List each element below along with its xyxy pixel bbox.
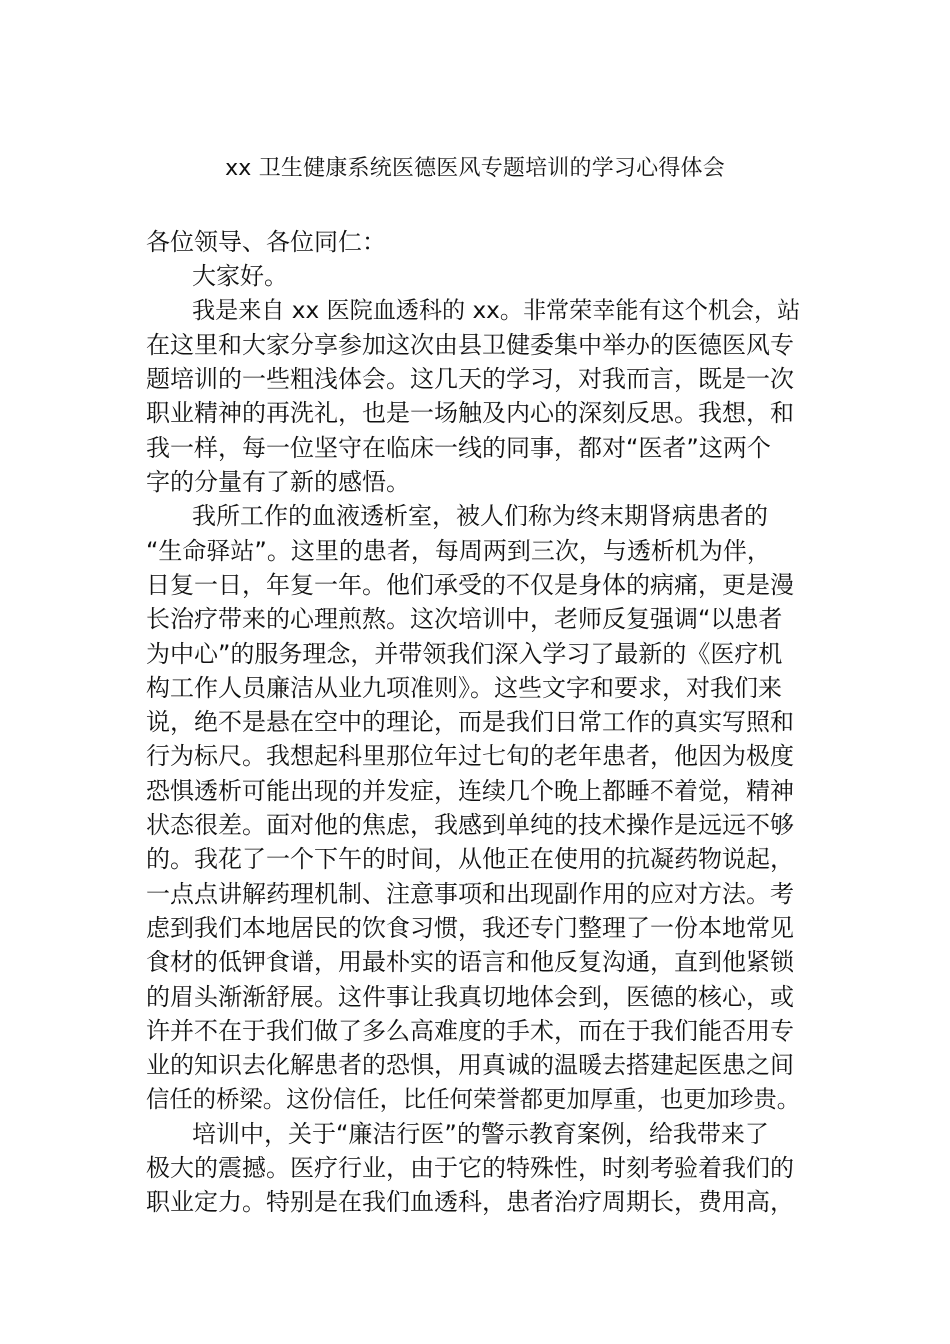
document-body	[146, 225, 806, 1220]
text-line: 日复一日，年复一年。他们承受的不仅是身体的病痛，更是漫	[146, 570, 794, 599]
text-line: 字的分量有了新的感悟。	[146, 468, 410, 497]
text-line: 恐惧透析可能出现的并发症，连续几个晚上都睡不着觉，精神	[146, 776, 794, 805]
text-line: 食材的低钾食谱，用最朴实的语言和他反复沟通，直到他紧锁	[146, 948, 794, 977]
text-line: 我所工作的血液透析室，被人们称为终末期肾病患者的	[192, 502, 768, 531]
text-line: 培训中，关于“廉洁行医”的警示教育案例，给我带来了	[192, 1119, 769, 1148]
text-line: 状态很差。面对他的焦虑，我感到单纯的技术操作是远远不够	[146, 811, 794, 840]
text-line: 我一样，每一位坚守在临床一线的同事，都对“医者”这两个	[146, 433, 771, 462]
text-line: 行为标尺。我想起科里那位年过七旬的老年患者，他因为极度	[146, 742, 794, 771]
text-line: 题培训的一些粗浅体会。这几天的学习，对我而言，既是一次	[146, 365, 794, 394]
text-line: “生命驿站”。这里的患者，每周两到三次，与透析机为伴，	[146, 536, 771, 565]
text-line: 职业精神的再洗礼，也是一场触及内心的深刻反思。我想，和	[146, 399, 794, 428]
text-line: 为中心”的服务理念，并带领我们深入学习了最新的《医疗机	[146, 639, 783, 668]
text-line: 各位领导、各位同仁：	[146, 228, 386, 256]
text-line: 职业定力。特别是在我们血透科，患者治疗周期长，费用高，	[146, 1188, 794, 1217]
text-line: 大家好。	[192, 262, 288, 291]
text-line: 业的知识去化解患者的恐惧，用真诚的温暖去搭建起医患之间	[146, 1051, 794, 1080]
text-line: 极大的震撼。医疗行业，由于它的特殊性，时刻考验着我们的	[146, 1154, 794, 1183]
text-line: 我是来自 xx 医院血透科的 xx。非常荣幸能有这个机会，站	[192, 297, 801, 324]
text-line: 一点点讲解药理机制、注意事项和出现副作用的应对方法。考	[146, 879, 794, 908]
text-line: 的。我花了一个下午的时间，从他正在使用的抗凝药物说起，	[146, 845, 794, 874]
text-line: 在这里和大家分享参加这次由县卫健委集中举办的医德医风专	[146, 330, 794, 359]
text-line: 说，绝不是悬在空中的理论，而是我们日常工作的真实写照和	[146, 708, 794, 737]
text-line: 长治疗带来的心理煎熬。这次培训中，老师反复强调“以患者	[146, 605, 783, 634]
text-line: 信任的桥梁。这份信任，比任何荣誉都更加厚重，也更加珍贵。	[146, 1085, 801, 1114]
text-line: 的眉头渐渐舒展。这件事让我真切地体会到，医德的核心，或	[146, 982, 794, 1011]
text-line: 许并不在于我们做了多么高难度的手术，而在于我们能否用专	[146, 1016, 794, 1045]
document-title: xx 卫生健康系统医德医风专题培训的学习心得体会	[225, 156, 725, 181]
text-line: 虑到我们本地居民的饮食习惯，我还专门整理了一份本地常见	[146, 913, 794, 942]
text-line: 构工作人员廉洁从业九项准则》。这些文字和要求，对我们来	[146, 673, 782, 702]
